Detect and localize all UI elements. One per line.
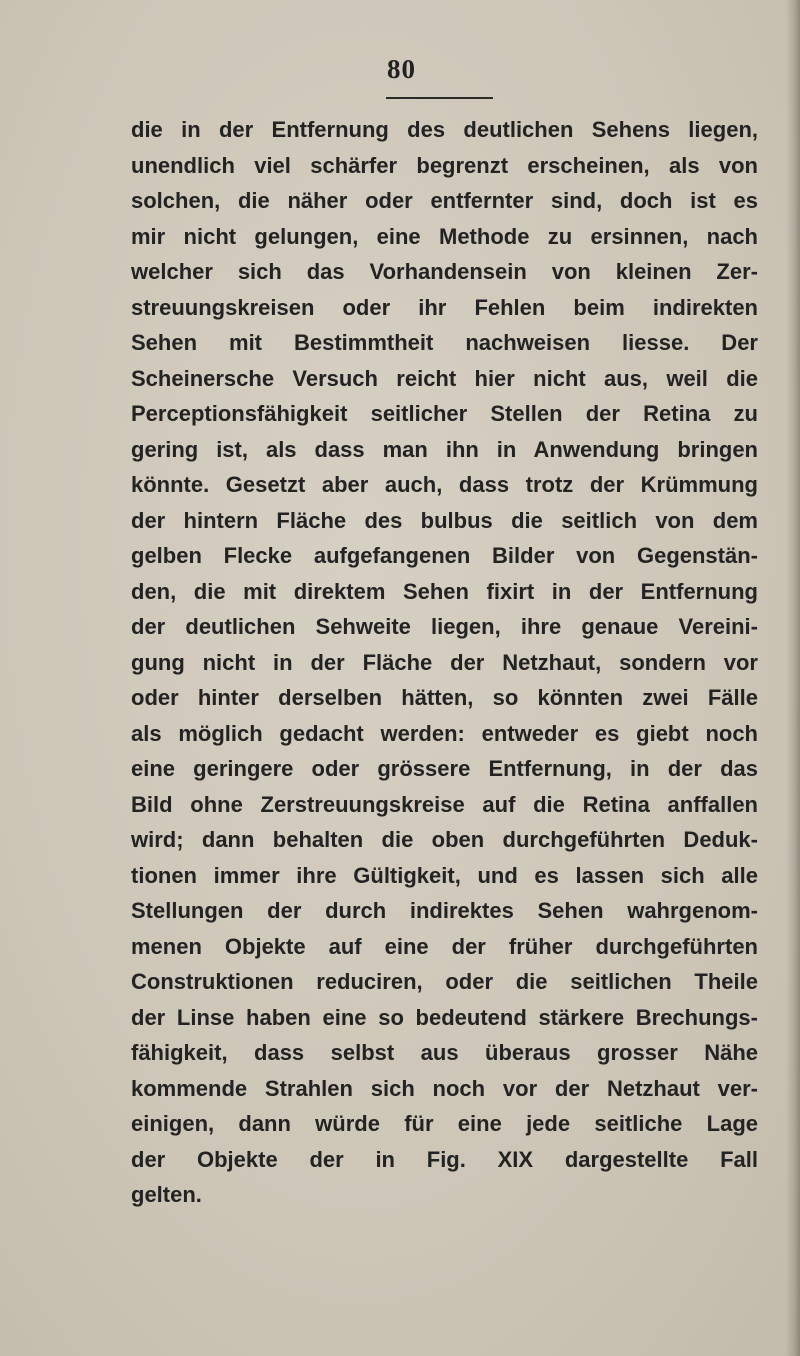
text-line: eine geringere oder grössere Entfernung, in der das [131, 756, 758, 781]
text-line: könnte. Gesetzt aber auch, dass trotz der Krümmung [131, 472, 758, 497]
body-text [131, 112, 758, 1213]
text-line: mir nicht gelungen, eine Methode zu ersinnen, nach [131, 223, 758, 249]
text-line: unendlich viel schärfer begrenzt erscheinen, als von [131, 152, 758, 178]
text-line: menen Objekte auf eine der früher durchgeführten [131, 933, 758, 959]
text-line: oder hinter derselben hätten, so könnten zwei Fälle [131, 685, 758, 710]
page-edge-shadow [786, 0, 800, 1356]
text-line: wird; dann behalten die oben durchgeführten Deduk- [131, 827, 758, 852]
text-line: gung nicht in der Fläche der Netzhaut, sondern vor [131, 649, 758, 675]
text-line: der hintern Fläche des bulbus die seitlich von dem [131, 507, 758, 533]
text-line: Sehen mit Bestimmtheit nachweisen liesse. Der [131, 330, 758, 355]
page-number: 80 [387, 54, 416, 84]
text-line: den, die mit direktem Sehen fixirt in der Entfernung [131, 578, 758, 604]
text-line: der deutlichen Sehweite liegen, ihre genaue Vereini- [131, 614, 758, 639]
text-line: fähigkeit, dass selbst aus überaus grosser Nähe [131, 1040, 758, 1065]
text-line: als möglich gedacht werden: entweder es giebt noch [131, 720, 758, 746]
text-line: die in der Entfernung des deutlichen Sehens liegen, [131, 117, 758, 142]
text-line: tionen immer ihre Gültigkeit, und es lassen sich alle [131, 862, 758, 888]
text-line: der Linse haben eine so bedeutend stärkere Brechungs- [131, 1004, 758, 1030]
text-line: Stellungen der durch indirektes Sehen wahrgenom- [131, 898, 758, 923]
text-line: welcher sich das Vorhandensein von kleinen Zer- [131, 259, 758, 284]
text-line: gelten. [131, 1182, 202, 1207]
text-line: Bild ohne Zerstreuungskreise auf die Retina anffallen [131, 791, 758, 817]
text-line: Scheinersche Versuch reicht hier nicht aus, weil die [131, 365, 758, 391]
text-line: gelben Flecke aufgefangenen Bilder von Gegenstän- [131, 543, 758, 568]
text-line: Construktionen reduciren, oder die seitlichen Theile [131, 969, 758, 994]
text-line: gering ist, als dass man ihn in Anwendung bringen [131, 436, 758, 462]
text-line: streuungskreisen oder ihr Fehlen beim indirekten [131, 294, 758, 320]
text-line: Perceptionsfähigkeit seitlicher Stellen der Retina zu [131, 401, 758, 426]
text-line: kommende Strahlen sich noch vor der Netzhaut ver- [131, 1075, 758, 1101]
text-line: der Objekte der in Fig. XIX dargestellte Fall [131, 1146, 758, 1172]
text-line: einigen, dann würde für eine jede seitliche Lage [131, 1111, 758, 1136]
header-rule [386, 97, 493, 99]
text-line: solchen, die näher oder entfernter sind, doch ist es [131, 188, 758, 213]
